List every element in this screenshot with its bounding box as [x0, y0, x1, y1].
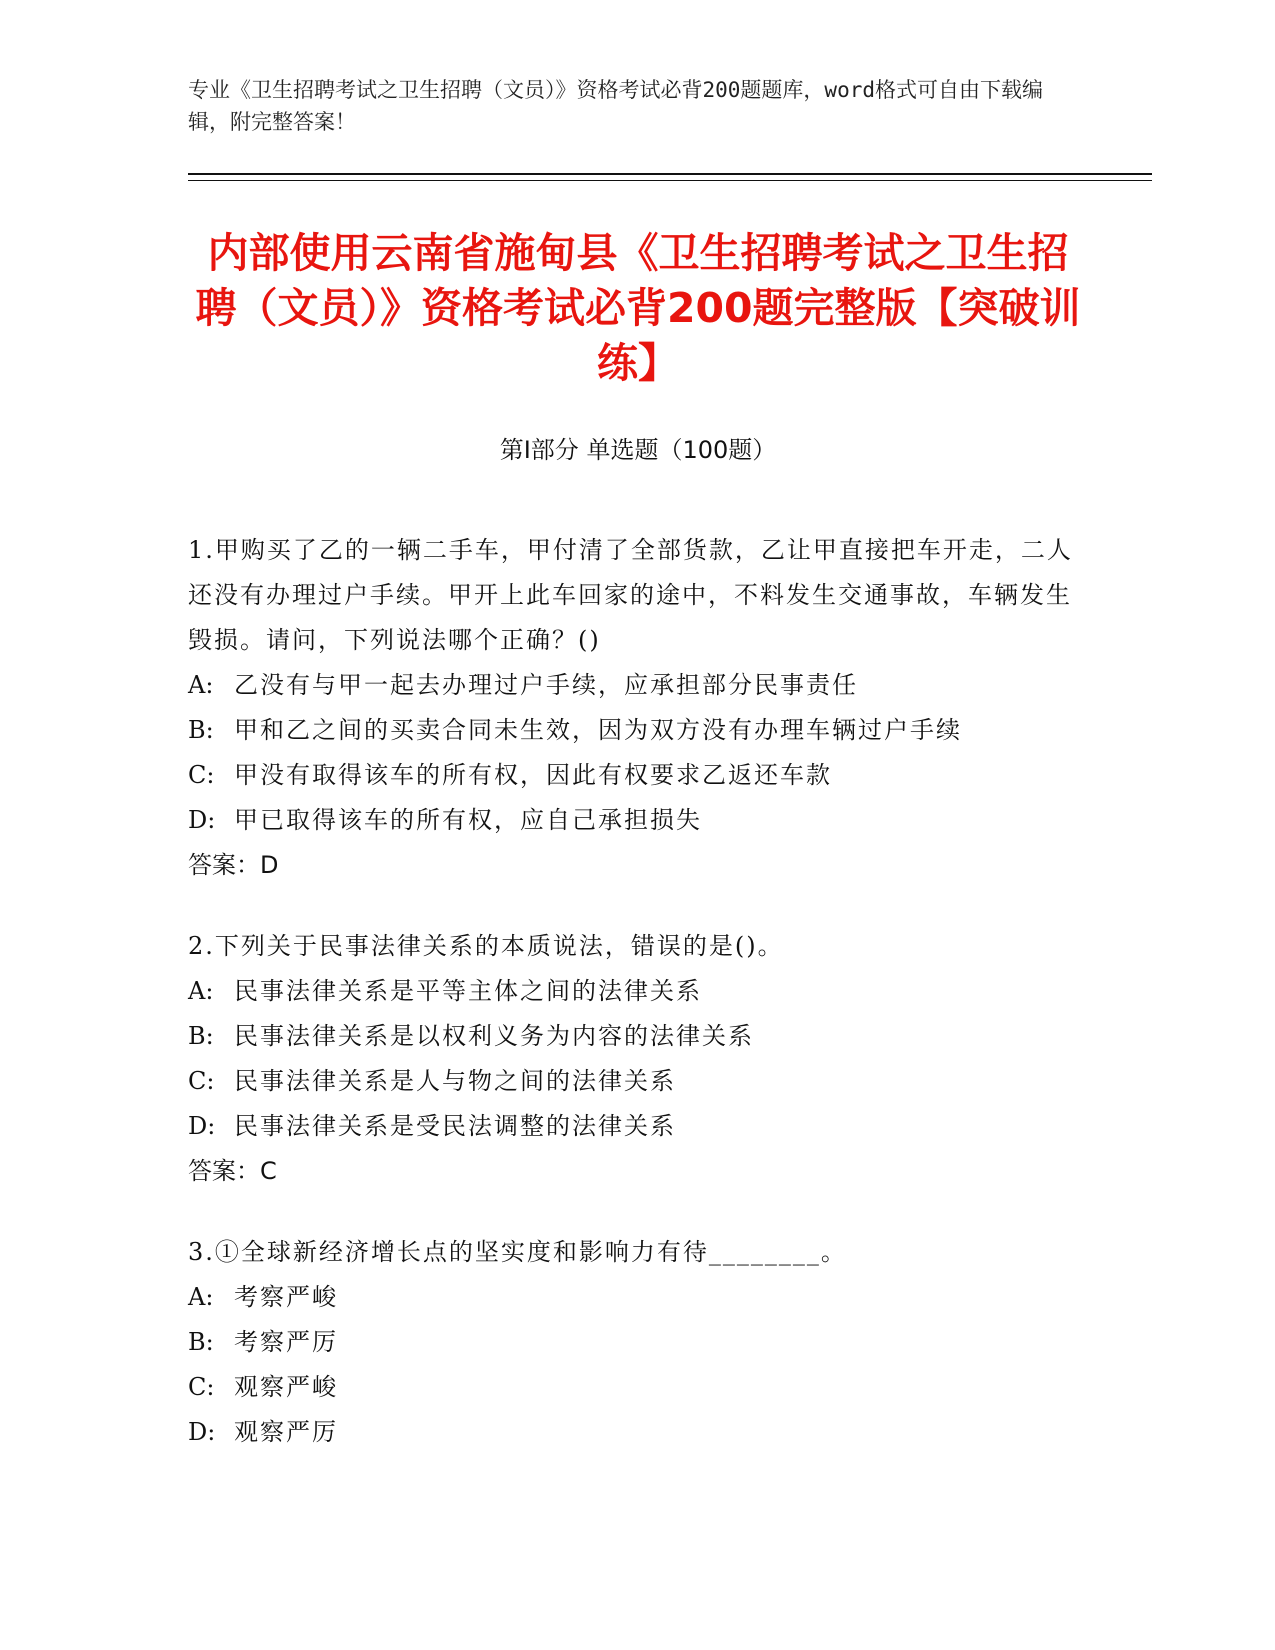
option-letter: A:	[188, 977, 214, 1005]
option-text: 观察严峻	[234, 1373, 338, 1401]
option-letter: C:	[188, 1067, 215, 1095]
option-a	[188, 969, 1088, 1014]
question-1	[188, 528, 1088, 888]
question-2	[188, 924, 1088, 1194]
option-letter: C:	[188, 1373, 215, 1401]
option-list	[188, 969, 1088, 1149]
option-letter: B:	[188, 1328, 214, 1356]
option-text: 民事法律关系是以权利义务为内容的法律关系	[234, 1022, 754, 1050]
option-text: 考察严峻	[234, 1283, 338, 1311]
option-text: 甲和乙之间的买卖合同未生效，因为双方没有办理车辆过户手续	[234, 716, 962, 744]
option-b	[188, 1014, 1088, 1059]
option-letter: B:	[188, 1022, 214, 1050]
option-list	[188, 1275, 1088, 1455]
option-d	[188, 1410, 1088, 1455]
option-d	[188, 798, 1088, 843]
section-heading: 第Ⅰ部分 单选题（100题）	[499, 436, 777, 464]
option-d	[188, 1104, 1088, 1149]
option-b	[188, 1320, 1088, 1365]
header-rule-thin	[188, 180, 1152, 181]
question-3	[188, 1230, 1088, 1455]
question-list	[188, 528, 1088, 1491]
option-letter: D:	[188, 1418, 216, 1446]
question-stem: 2.下列关于民事法律关系的本质说法，错误的是()。	[188, 932, 784, 960]
option-letter: C:	[188, 761, 215, 789]
option-letter: D:	[188, 806, 216, 834]
option-letter: D:	[188, 1112, 216, 1140]
question-stem: 3.①全球新经济增长点的坚实度和影响力有待________。	[188, 1238, 847, 1266]
option-text: 乙没有与甲一起去办理过户手续，应承担部分民事责任	[234, 671, 858, 699]
option-text: 甲已取得该车的所有权，应自己承担损失	[234, 806, 702, 834]
option-a	[188, 1275, 1088, 1320]
answer-line: 答案：D	[188, 851, 279, 879]
header-rule-thick	[188, 173, 1152, 175]
option-c	[188, 1059, 1088, 1104]
header-note: 专业《卫生招聘考试之卫生招聘（文员）》资格考试必背200题题库，word格式可自由下载编辑，附完整答案！	[188, 78, 1043, 134]
option-list	[188, 663, 1088, 843]
option-text: 民事法律关系是受民法调整的法律关系	[234, 1112, 676, 1140]
question-stem: 1.甲购买了乙的一辆二手车，甲付清了全部货款，乙让甲直接把车开走，二人还没有办理过户手续。甲开上此车回家的途中，不料发生交通事故，车辆发生毁损。请问，下列说法哪个正确？()	[188, 536, 1073, 654]
option-text: 甲没有取得该车的所有权，因此有权要求乙返还车款	[234, 761, 832, 789]
option-b	[188, 708, 1088, 753]
option-letter: A:	[188, 1283, 214, 1311]
option-c	[188, 1365, 1088, 1410]
option-text: 考察严厉	[234, 1328, 338, 1356]
option-text: 观察严厉	[234, 1418, 338, 1446]
option-text: 民事法律关系是人与物之间的法律关系	[234, 1067, 676, 1095]
answer-line: 答案：C	[188, 1157, 277, 1185]
document-title: 内部使用云南省施甸县《卫生招聘考试之卫生招聘（文员）》资格考试必背200题完整版【突破训练】	[195, 229, 1081, 387]
option-letter: B:	[188, 716, 214, 744]
option-letter: A:	[188, 671, 214, 699]
option-c	[188, 753, 1088, 798]
option-text: 民事法律关系是平等主体之间的法律关系	[234, 977, 702, 1005]
option-a	[188, 663, 1088, 708]
